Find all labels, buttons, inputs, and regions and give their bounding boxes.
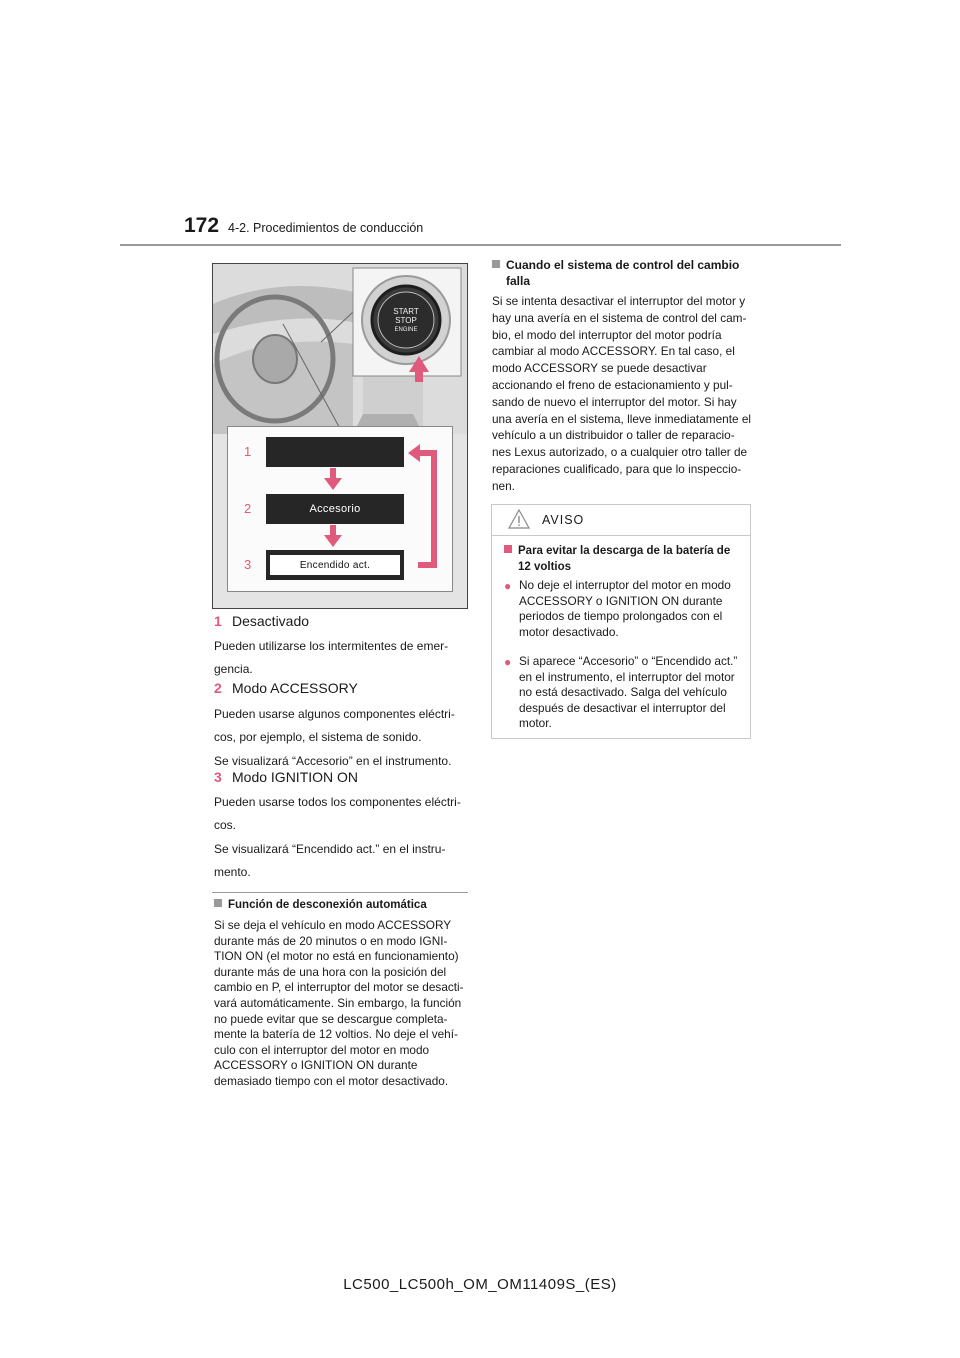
auto-off-line: TION ON (el motor no está en funcionamiento) (214, 949, 459, 964)
shift-fail-body (492, 293, 752, 495)
warning-bullet-2-line: después de desactivar el interruptor del (519, 700, 726, 715)
warning-bullet-1-line: motor desactivado. (519, 624, 619, 639)
square-bullet-icon (504, 545, 512, 553)
mode-number-2: 2 (244, 501, 252, 516)
warning-sub-2: 12 voltios (518, 561, 572, 573)
warning-box (491, 504, 751, 739)
item-3-line-2: cos. (214, 818, 237, 832)
item-number-3: 3 (214, 769, 222, 785)
auto-off-line: culo con el interruptor del motor en modo (214, 1042, 430, 1057)
header-divider (120, 244, 841, 246)
engine-switch-figure (212, 263, 468, 609)
mode-display-ignition (266, 550, 404, 580)
shift-fail-line: modo ACCESSORY se puede desactivar (492, 361, 707, 376)
shift-fail-line: bio, el modo del interruptor del motor podría (492, 327, 722, 342)
shift-fail-line: nes Lexus autorizado, o a cualquier otro taller de (492, 445, 748, 460)
button-text-engine: ENGINE (394, 327, 418, 333)
auto-off-heading (214, 899, 427, 911)
mode-sequence-panel (227, 426, 453, 592)
item-body-2 (214, 705, 455, 771)
auto-off-body (214, 918, 470, 1090)
shift-fail-heading (492, 257, 752, 289)
warning-sub-1: Para evitar la descarga de la batería de (518, 545, 731, 557)
shift-fail-title-2: falla (506, 274, 531, 288)
item-2-line-1: Pueden usarse algunos componentes eléctri- (214, 707, 455, 721)
page-number: 172 (184, 214, 220, 237)
warning-bullet-2-line: no está desactivado. Salga del vehículo (519, 685, 727, 700)
item-3-line-3: Se visualizará “Encendido act.” en el instru- (214, 842, 446, 856)
item-heading-2 (214, 680, 358, 696)
button-text-stop: STOP (395, 316, 417, 325)
warning-bullet-1-line: ACCESSORY o IGNITION ON durante (519, 593, 723, 608)
shift-fail-title-1: Cuando el sistema de control del cambio (506, 258, 740, 272)
auto-off-line: mente la batería de 12 voltios. No deje el vehí- (214, 1027, 458, 1042)
bullet-dot-icon: ● (504, 579, 512, 593)
auto-off-line: demasiado tiempo con el motor desactivado. (214, 1073, 449, 1088)
shift-fail-line: hay una avería en el sistema de control del cam- (492, 310, 747, 325)
item-heading-3 (214, 769, 358, 785)
warning-bullet-1-line: periodos de tiempo prolongados con el (519, 609, 723, 624)
item-title-3: Modo IGNITION ON (232, 769, 359, 785)
item-body-1 (214, 637, 448, 679)
auto-off-line: cambio en P, el interruptor del motor se desacti- (214, 980, 464, 995)
warning-header (492, 505, 750, 536)
item-number-2: 2 (214, 680, 222, 696)
item-title-2: Modo ACCESSORY (232, 680, 358, 696)
square-bullet-icon (214, 899, 222, 907)
item-heading-1 (214, 613, 309, 629)
item-3-line-4: mento. (214, 865, 251, 879)
note-divider (212, 892, 468, 893)
warning-bullet-1 (504, 578, 739, 640)
shift-fail-line: cambiar al modo ACCESSORY. En tal caso, el (492, 344, 735, 359)
warning-triangle-icon (508, 509, 530, 529)
mode-number-3: 3 (244, 557, 252, 572)
item-body-3 (214, 793, 461, 882)
shift-fail-line: nen. (492, 478, 515, 493)
mode-display-ignition-label: Encendido act. (270, 555, 400, 575)
mode-display-accessory: Accesorio (266, 494, 404, 524)
item-2-line-2: cos, por ejemplo, el sistema de sonido. (214, 730, 422, 744)
warning-bullet-2 (504, 654, 739, 732)
warning-bullet-1-line: No deje el interruptor del motor en modo (519, 578, 731, 592)
warning-bullet-2-line: Si aparece “Accesorio” o “Encendido act.” (519, 654, 738, 668)
shift-fail-line: reparaciones cualificado, para que lo inspeccio- (492, 461, 742, 476)
mode-display-off (266, 437, 404, 467)
auto-off-line: no puede evitar que se descargue completa- (214, 1011, 448, 1026)
item-3-line-1: Pueden usarse todos los componentes eléctri- (214, 795, 461, 809)
mode-number-1: 1 (244, 444, 252, 459)
warning-subheading (504, 543, 739, 575)
auto-off-line: ACCESSORY o IGNITION ON durante (214, 1058, 418, 1073)
item-title-1: Desactivado (232, 613, 310, 629)
warning-bullet-2-line: en el instrumento, el interruptor del motor (519, 669, 735, 684)
shift-fail-line: accionando el freno de estacionamiento y pul- (492, 377, 733, 392)
item-number-1: 1 (214, 613, 222, 629)
section-title: 4-2. Procedimientos de conducción (228, 221, 424, 235)
square-bullet-icon (492, 260, 500, 268)
shift-fail-line: Si se intenta desactivar el interruptor del motor y (492, 294, 746, 308)
dashboard-illustration (213, 264, 467, 434)
warning-title: AVISO (542, 513, 585, 527)
shift-fail-line: vehículo a un distribuidor o taller de reparacio- (492, 428, 735, 443)
warning-bullet-2-line: motor. (519, 716, 552, 731)
shift-fail-line: una avería en el sistema, lleve inmediatamente el (492, 411, 752, 426)
auto-off-line: vará automáticamente. Sin embargo, la función (214, 995, 462, 1010)
auto-off-line: Si se deja el vehículo en modo ACCESSORY (214, 918, 452, 932)
auto-off-line: durante más de 20 minutos o en modo IGNI- (214, 933, 448, 948)
item-2-line-3: Se visualizará “Accesorio” en el instrumento. (214, 754, 452, 768)
button-text-start: START (393, 307, 419, 316)
auto-off-title: Función de desconexión automática (228, 899, 427, 911)
document-code-footer: LC500_LC500h_OM_OM11409S_(ES) (343, 1276, 617, 1293)
item-1-line-2: gencia. (214, 662, 253, 676)
item-1-line-1: Pueden utilizarse los intermitentes de emer- (214, 639, 449, 653)
shift-fail-line: sando de nuevo el interruptor del motor. Si hay (492, 394, 737, 409)
auto-off-line: durante más de una hora con la posición del (214, 964, 447, 979)
bullet-dot-icon: ● (504, 655, 512, 669)
